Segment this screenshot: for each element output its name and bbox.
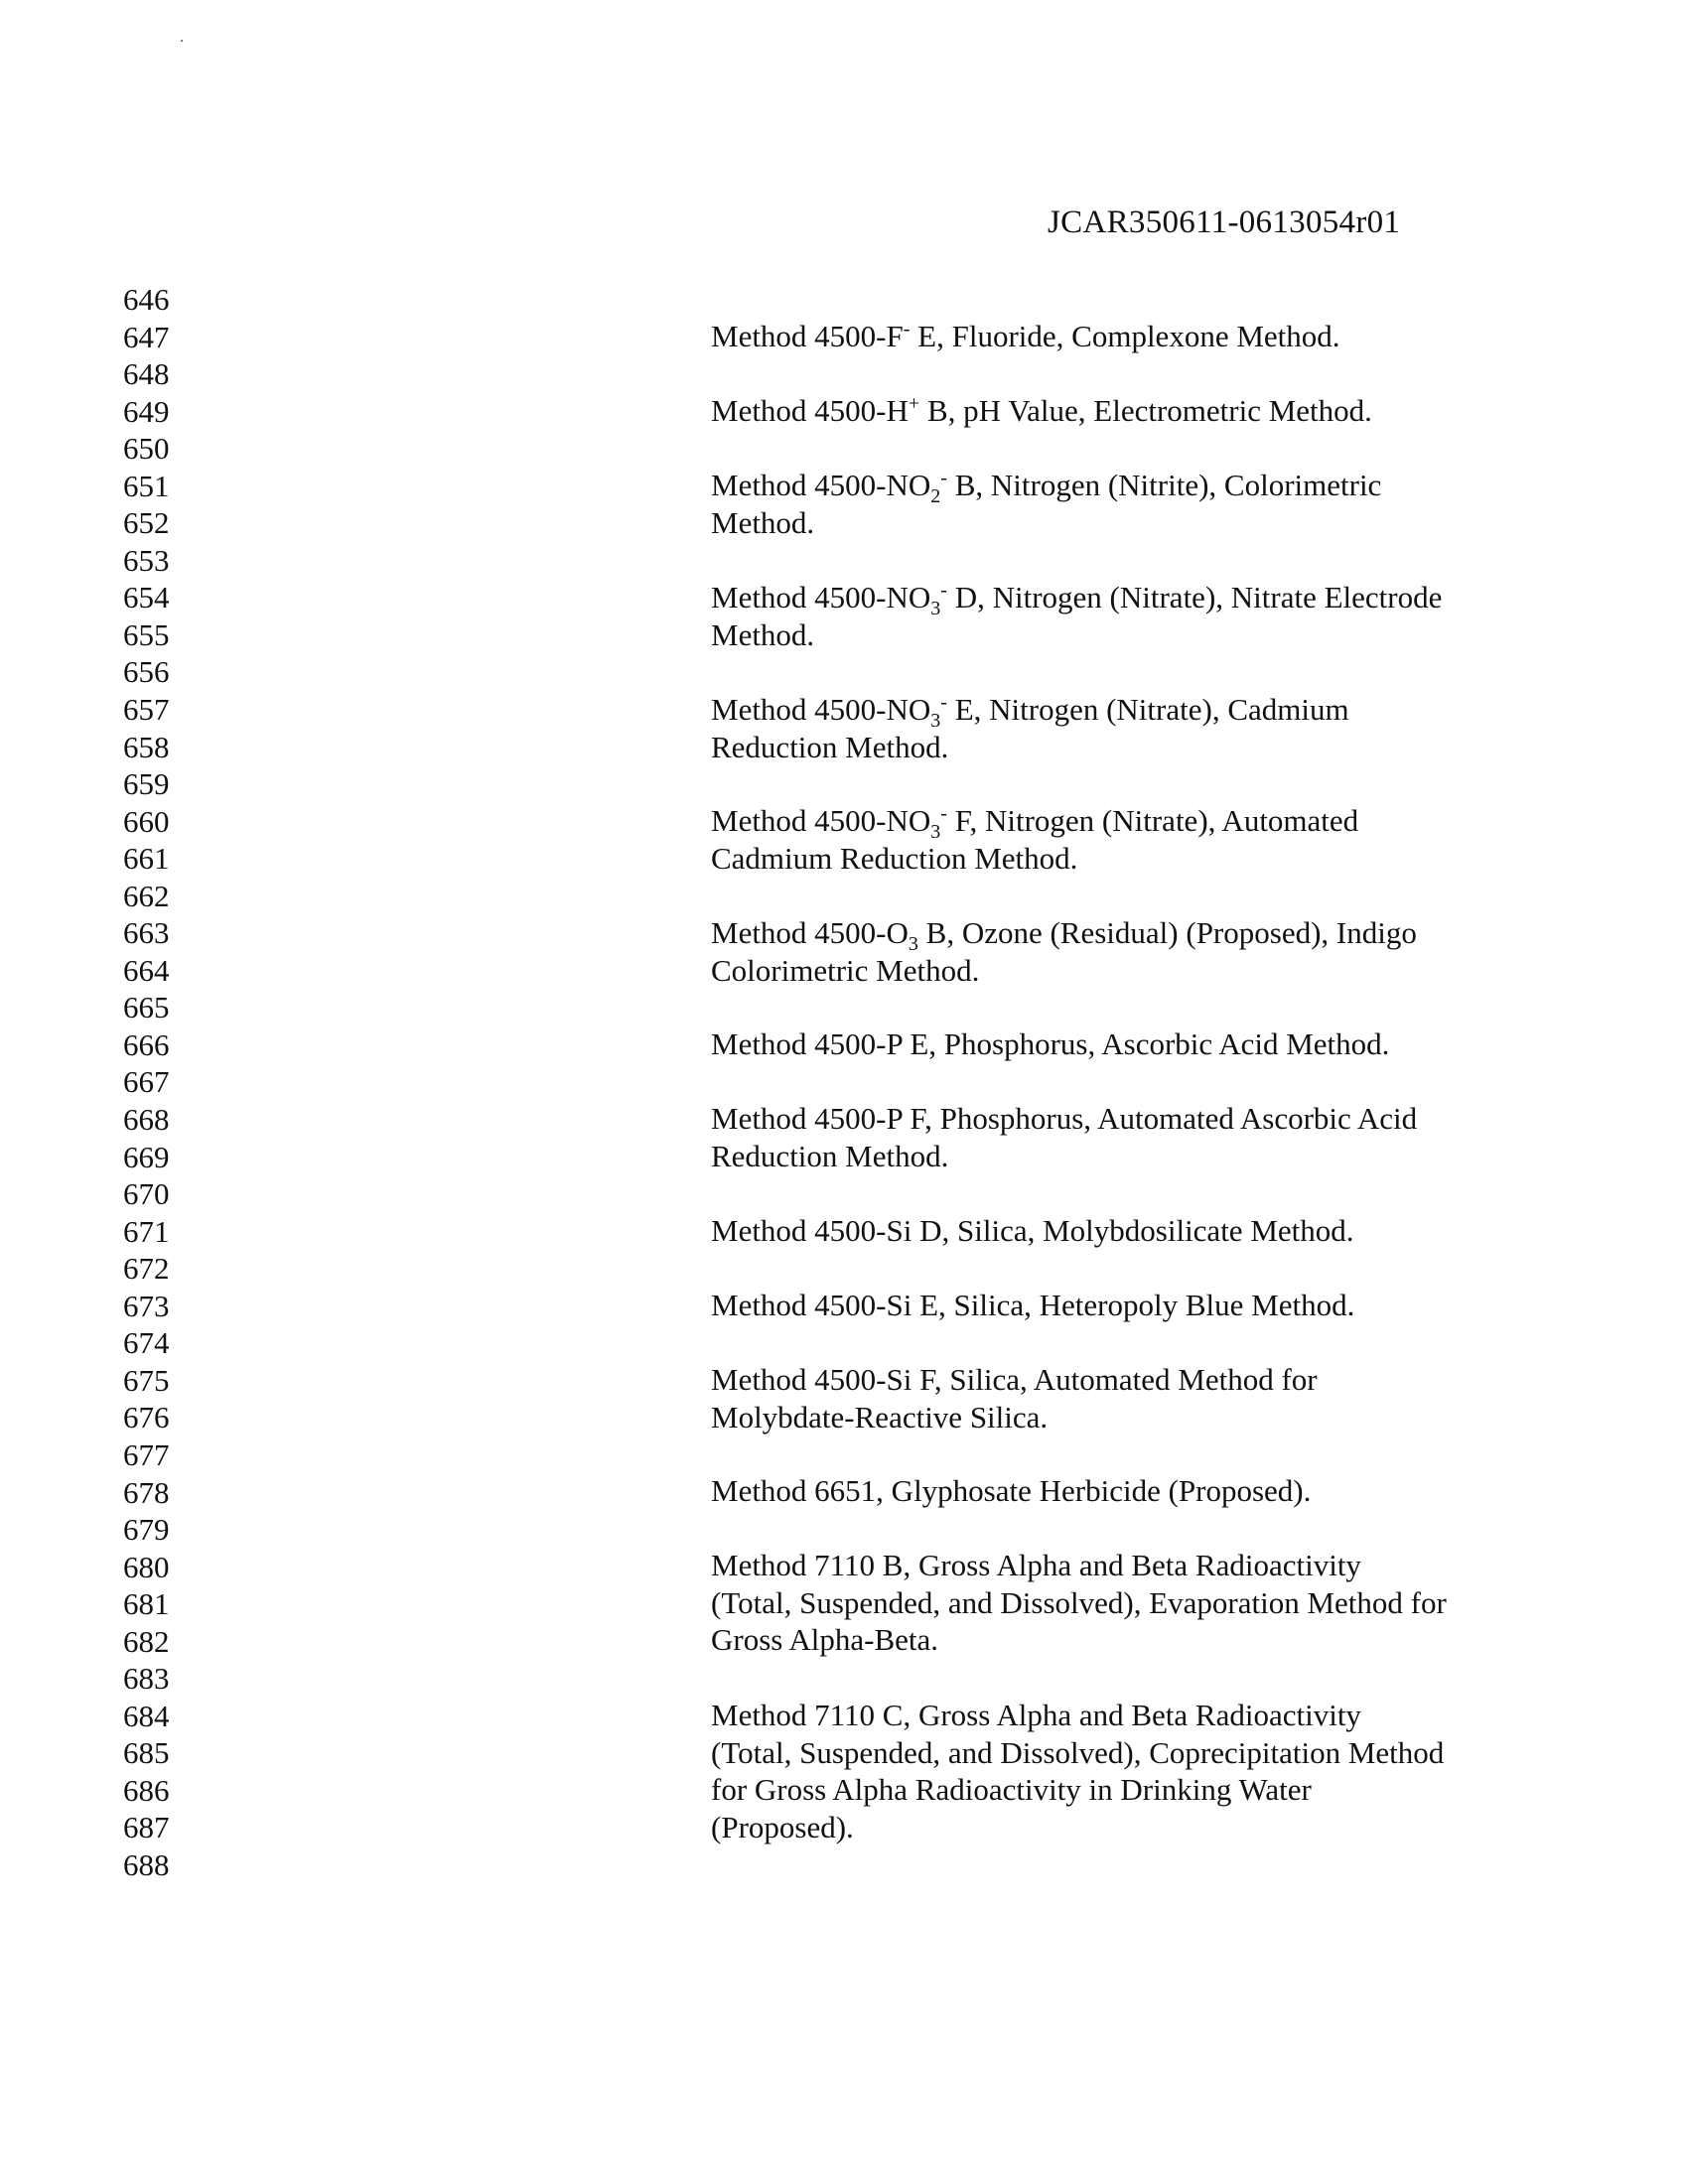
entry-line: Method.	[711, 616, 815, 652]
method-entry-4500-si-f	[711, 1361, 1525, 1435]
method-entry-4500-si-d	[711, 1212, 1525, 1250]
line-number: 678	[123, 1474, 170, 1510]
line-number: 658	[123, 729, 170, 764]
document-id: JCAR350611-0613054r01	[1048, 205, 1401, 240]
method-entry-4500-no3-e	[711, 691, 1525, 765]
line-number: 688	[123, 1846, 170, 1882]
line-number: 683	[123, 1661, 170, 1697]
line-number: 679	[123, 1512, 170, 1548]
entry-line: Reduction Method.	[711, 729, 949, 764]
line-number: 673	[123, 1288, 170, 1323]
entry-line: Method 4500-Si F, Silica, Automated Method for	[711, 1362, 1318, 1397]
method-entry-4500-h-b	[711, 392, 1525, 430]
entry-line: Method 4500-F- E, Fluoride, Complexone Method.	[711, 318, 1340, 353]
line-number: 653	[123, 542, 170, 578]
line-number: 662	[123, 878, 170, 913]
method-entry-4500-si-e	[711, 1287, 1525, 1324]
line-number: 680	[123, 1549, 170, 1584]
line-number: 666	[123, 1026, 170, 1062]
method-entry-4500-o3-b	[711, 914, 1525, 989]
entry-line: (Total, Suspended, and Dissolved), Evaporation Method for	[711, 1584, 1447, 1620]
method-entry-4500-p-f	[711, 1100, 1525, 1174]
method-entry-4500-f-e	[711, 318, 1525, 355]
entry-line: (Total, Suspended, and Dissolved), Coprecipitation Method	[711, 1734, 1445, 1770]
method-entry-4500-no3-d	[711, 579, 1525, 653]
line-number: 656	[123, 654, 170, 690]
line-number: 652	[123, 505, 170, 541]
line-number: 672	[123, 1251, 170, 1287]
line-number: 674	[123, 1325, 170, 1361]
line-number: 667	[123, 1064, 170, 1100]
method-entry-4500-no2-b	[711, 467, 1525, 541]
entry-line: Method 6651, Glyphosate Herbicide (Proposed).	[711, 1473, 1312, 1508]
line-number: 676	[123, 1400, 170, 1435]
method-entry-7110-b	[711, 1547, 1525, 1659]
line-number: 661	[123, 841, 170, 877]
line-number: 681	[123, 1586, 170, 1622]
line-number: 660	[123, 803, 170, 839]
entry-line: Method $4500-NO_3^-$ F, Nitrogen (Nitrate), Automated	[711, 802, 1359, 844]
method-entry-6651	[711, 1472, 1525, 1510]
line-number: 657	[123, 692, 170, 728]
entry-line: Method 4500-Si E, Silica, Heteropoly Blue Method.	[711, 1288, 1355, 1322]
line-number: 648	[123, 356, 170, 392]
line-number: 682	[123, 1623, 170, 1659]
entry-line: (Proposed).	[711, 1809, 854, 1844]
entry-line: Molybdate-Reactive Silica.	[711, 1399, 1049, 1434]
line-number: 646	[123, 282, 170, 317]
entry-line: Method.	[711, 504, 815, 540]
line-number: 654	[123, 580, 170, 615]
line-number: 685	[123, 1735, 170, 1771]
line-number: 665	[123, 990, 170, 1025]
entry-line: Method $4500-O_3$ B, Ozone (Residual) (Proposed), Indigo	[711, 915, 1417, 956]
line-number: 659	[123, 766, 170, 802]
line-number: 655	[123, 616, 170, 652]
entry-line: Method 4500-Si D, Silica, Molybdosilicate Method.	[711, 1213, 1354, 1248]
line-number: 651	[123, 468, 170, 503]
line-number: 671	[123, 1213, 170, 1249]
line-number: 670	[123, 1176, 170, 1212]
line-number: 647	[123, 319, 170, 354]
entry-line: Method 4500-H+ B, pH Value, Electrometric Method.	[711, 392, 1372, 428]
line-number: 686	[123, 1772, 170, 1808]
entry-line: Gross Alpha-Beta.	[711, 1622, 939, 1658]
entry-line: Method $4500-NO_2^-$ B, Nitrogen (Nitrite), Colorimetric	[711, 467, 1382, 508]
line-number: 677	[123, 1436, 170, 1472]
entry-line: Method 7110 C, Gross Alpha and Beta Radioactivity	[711, 1698, 1361, 1732]
entry-line: Colorimetric Method.	[711, 952, 980, 988]
entry-line: Method 4500-P E, Phosphorus, Ascorbic Acid Method.	[711, 1026, 1390, 1061]
line-number: 687	[123, 1810, 170, 1845]
line-number: 668	[123, 1102, 170, 1138]
entry-line: Method $4500-NO_3^-$ E, Nitrogen (Nitrate), Cadmium	[711, 691, 1349, 733]
line-number: 669	[123, 1139, 170, 1174]
method-entry-4500-no3-f	[711, 802, 1525, 877]
entry-line: Method 4500-P F, Phosphorus, Automated Ascorbic Acid	[711, 1101, 1418, 1136]
entry-line: Method $4500-NO_3^-$ D, Nitrogen (Nitrate), Nitrate Electrode	[711, 579, 1443, 620]
line-number: 649	[123, 393, 170, 429]
entry-line: Cadmium Reduction Method.	[711, 840, 1078, 876]
line-number: 650	[123, 431, 170, 467]
method-entry-7110-c	[711, 1697, 1525, 1845]
method-entry-4500-p-e	[711, 1025, 1525, 1063]
line-number: 684	[123, 1698, 170, 1733]
line-number: 675	[123, 1362, 170, 1398]
line-number: 664	[123, 952, 170, 988]
entry-line: Method 7110 B, Gross Alpha and Beta Radioactivity	[711, 1548, 1361, 1582]
entry-line: for Gross Alpha Radioactivity in Drinking Water	[711, 1772, 1312, 1808]
line-number: 663	[123, 915, 170, 951]
entry-line: Reduction Method.	[711, 1138, 949, 1173]
